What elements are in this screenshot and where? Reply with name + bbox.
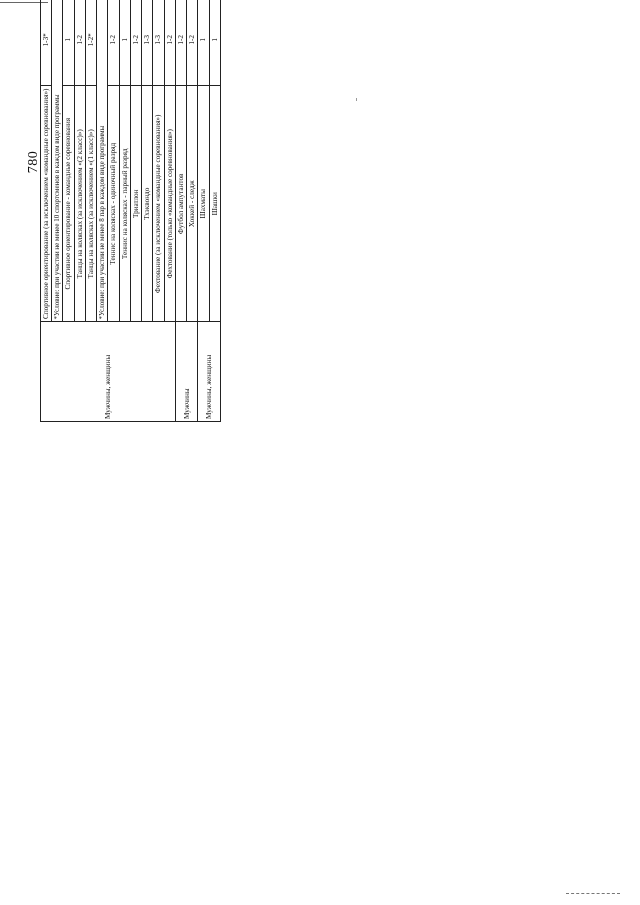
scan-artifact-dash [566,893,620,895]
discipline-cell: Шахматы [198,86,209,322]
gender-cell: Мужчины [175,322,198,422]
min-places-cell: 1 [209,0,220,86]
discipline-cell: Футбол ампутантов [175,86,186,322]
min-places-cell: 1-2 [108,0,119,86]
discipline-cell: Теннис на колясках - одиночный разряд [108,86,119,322]
discipline-cell: Фехтование (только «командные соревнования») [164,86,175,322]
discipline-cell: Фехтование (за исключением «командные соревнования») [153,86,164,322]
discipline-cell: Тхэквондо [142,86,153,322]
min-places-cell: 1 [63,0,74,86]
discipline-cell: Спортивное ориентирование - командные соревнования [63,86,74,322]
discipline-cell: Триатлон [130,86,141,322]
min-places-cell: 1 [119,0,130,86]
scan-artifact-dot [356,98,357,101]
rotated-page-content [26,33,346,422]
min-places-cell: 1-2 [164,0,175,86]
min-places-cell: 1 [198,0,209,86]
min-places-cell: 1-3 [153,0,164,86]
gender-cell: Мужчины, женщины [198,322,221,422]
discipline-cell: Шашки [209,86,220,322]
table-row [198,0,209,422]
rotated-inner [26,0,346,422]
discipline-cell: Теннис на колясках - парный разряд [119,86,130,322]
min-places-cell: 1-2 [187,0,198,86]
condition-note: *Условие: при участии не менее 8 пар в каждом виде программы [97,0,108,322]
min-places-cell: 1-3 [142,0,153,86]
discipline-cell: Танцы на колясках (за исключением «(2 класс)») [74,86,85,322]
sport-category-table [40,0,221,422]
discipline-cell: Спортивное ориентирование (за исключением «командные соревнования») [41,86,52,322]
min-places-cell: 1-3* [41,0,52,86]
table-row [175,0,186,422]
gender-cell: Мужчины, женщины [41,322,176,422]
discipline-cell: Танцы на колясках (за исключением «(1 класс)») [85,86,96,322]
min-places-cell: 1-2* [85,0,96,86]
page-number: 780 [26,150,41,174]
min-places-cell: 1-2 [74,0,85,86]
min-places-cell: 1-2 [130,0,141,86]
table-row [41,0,52,422]
min-places-cell: 1-2 [175,0,186,86]
table-body [41,0,221,422]
discipline-cell: Хоккей - следж [187,86,198,322]
condition-note: *Условие: при участии не менее 10 спортсменов в каждом виде программы [52,0,63,322]
